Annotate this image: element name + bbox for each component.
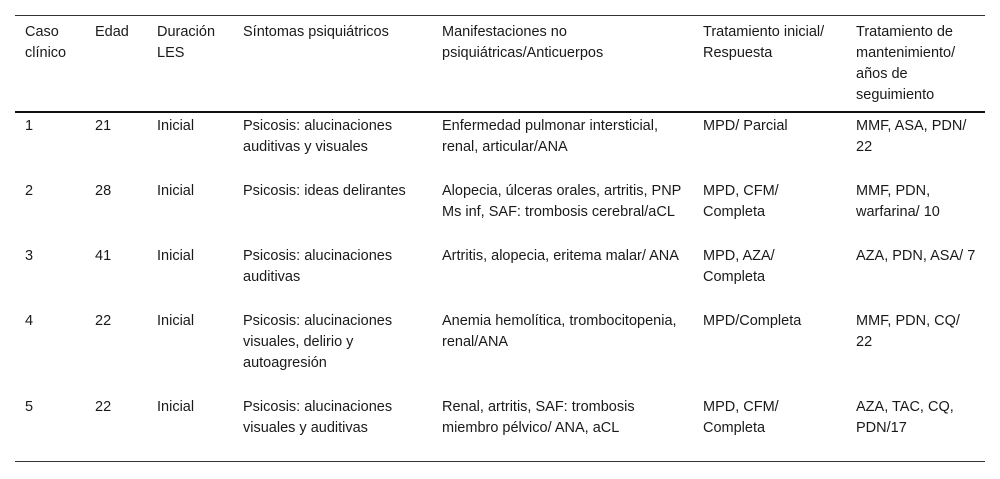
cell-sintomas: Psicosis: alucinaciones auditivas y visuales [243, 118, 393, 155]
cell-tratamiento-inicial: MPD, CFM/ Completa [703, 183, 779, 220]
cell-duracion: Inicial [157, 118, 195, 134]
header-sintomas-psiquiatricos: Síntomas psiquiátricos [243, 24, 389, 40]
cell-manifestaciones: Enfermedad pulmonar intersticial, renal, articular/ANA [442, 118, 658, 155]
cell-tratamiento-mantenimiento: MMF, PDN, warfarina/ 10 [856, 183, 940, 220]
cell-edad: 21 [95, 118, 112, 134]
table-row [15, 243, 985, 308]
cell-caso: 5 [25, 399, 34, 415]
cell-duracion: Inicial [157, 313, 195, 329]
cell-duracion: Inicial [157, 183, 195, 199]
cell-sintomas: Psicosis: ideas delirantes [243, 183, 406, 199]
cell-manifestaciones: Alopecia, úlceras orales, artritis, PNP Ms inf, SAF: trombosis cerebral/aCL [442, 183, 682, 220]
clinical-cases-table [15, 15, 985, 462]
cell-duracion: Inicial [157, 248, 195, 264]
cell-sintomas: Psicosis: alucinaciones visuales y auditivas [243, 399, 393, 436]
header-tratamiento-mantenimiento: Tratamiento de mantenimiento/ años de seguimiento [856, 24, 956, 103]
cell-manifestaciones: Renal, artritis, SAF: trombosis miembro pélvico/ ANA, aCL [442, 399, 635, 436]
cell-tratamiento-inicial: MPD, CFM/ Completa [703, 399, 779, 436]
cell-tratamiento-mantenimiento: AZA, PDN, ASA/ 7 [856, 248, 976, 264]
cell-sintomas: Psicosis: alucinaciones auditivas [243, 248, 393, 285]
cell-sintomas: Psicosis: alucinaciones visuales, delirio y autoagresión [243, 313, 393, 371]
cell-caso: 2 [25, 183, 34, 199]
cell-manifestaciones: Anemia hemolítica, trombocitopenia, renal/ANA [442, 313, 677, 350]
cell-edad: 22 [95, 399, 112, 415]
header-edad: Edad [95, 24, 129, 40]
header-row [15, 16, 985, 113]
cell-duracion: Inicial [157, 399, 195, 415]
cell-tratamiento-mantenimiento: MMF, ASA, PDN/ 22 [856, 118, 967, 155]
header-manifestaciones: Manifestaciones no psiquiátricas/Anticuerpos [442, 24, 604, 61]
clinical-cases-table-container [15, 15, 985, 462]
table-row [15, 178, 985, 243]
header-caso-clinico: Caso clínico [25, 24, 67, 61]
cell-tratamiento-inicial: MPD/ Parcial [703, 118, 788, 134]
table-row [15, 394, 985, 462]
cell-tratamiento-mantenimiento: AZA, TAC, CQ, PDN/17 [856, 399, 954, 436]
cell-tratamiento-mantenimiento: MMF, PDN, CQ/ 22 [856, 313, 960, 350]
cell-tratamiento-inicial: MPD, AZA/ Completa [703, 248, 775, 285]
cell-tratamiento-inicial: MPD/Completa [703, 313, 802, 329]
cell-caso: 4 [25, 313, 34, 329]
table-row [15, 308, 985, 394]
header-duracion-les: Duración LES [157, 24, 216, 61]
header-tratamiento-inicial: Tratamiento inicial/ Respuesta [703, 24, 825, 61]
table-header [15, 16, 985, 113]
cell-edad: 41 [95, 248, 112, 264]
cell-manifestaciones: Artritis, alopecia, eritema malar/ ANA [442, 248, 679, 264]
cell-edad: 28 [95, 183, 112, 199]
table-row [15, 112, 985, 178]
cell-caso: 3 [25, 248, 34, 264]
cell-caso: 1 [25, 118, 34, 134]
cell-edad: 22 [95, 313, 112, 329]
table-body [15, 112, 985, 462]
